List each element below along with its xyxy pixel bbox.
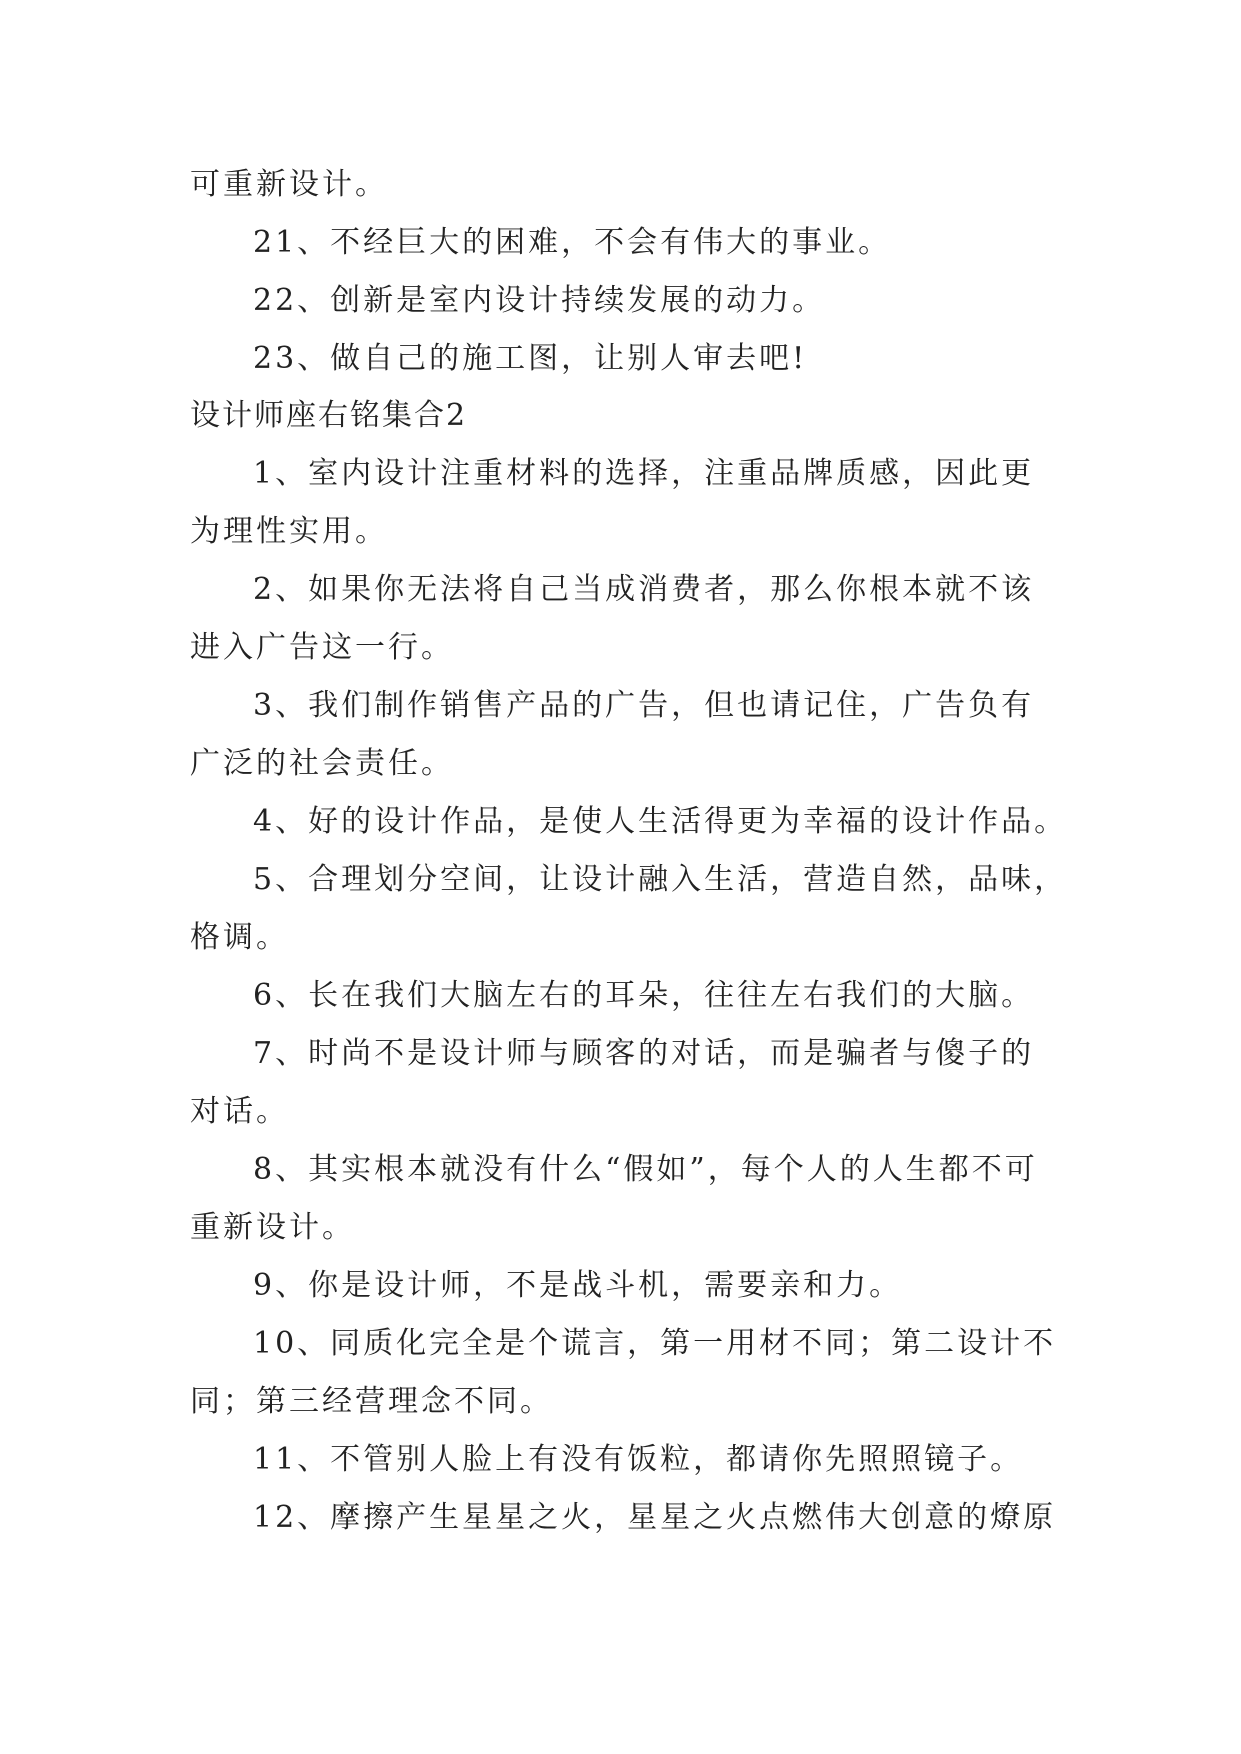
- quote-item-8: 8、其实根本就没有什么“假如”，每个人的人生都不可: [253, 1152, 1038, 1187]
- quote-item-1-cont: 为理性实用。: [190, 514, 388, 549]
- quote-item-1: 1、室内设计注重材料的选择，注重品牌质感，因此更: [253, 456, 1035, 491]
- quote-item-21: 21、不经巨大的困难，不会有伟大的事业。: [253, 225, 892, 260]
- quote-item-10-cont: 同；第三经营理念不同。: [190, 1384, 553, 1419]
- quote-item-2-cont: 进入广告这一行。: [190, 630, 454, 665]
- quote-item-10: 10、同质化完全是个谎言，第一用材不同；第二设计不: [253, 1326, 1057, 1361]
- quote-item-22: 22、创新是室内设计持续发展的动力。: [253, 283, 826, 318]
- quote-item-12: 12、摩擦产生星星之火，星星之火点燃伟大创意的燎原: [253, 1500, 1057, 1535]
- quote-item-6: 6、长在我们大脑左右的耳朵，往往左右我们的大脑。: [253, 978, 1035, 1013]
- quote-item-23: 23、做自己的施工图，让别人审去吧!: [253, 341, 808, 376]
- quote-item-5-cont: 格调。: [190, 920, 289, 955]
- quote-item-8-cont: 重新设计。: [190, 1210, 355, 1245]
- text-line-continuation: 可重新设计。: [190, 167, 388, 202]
- quote-item-9: 9、你是设计师，不是战斗机，需要亲和力。: [253, 1268, 903, 1303]
- quote-item-5: 5、合理划分空间，让设计融入生活，营造自然，品味，: [253, 862, 1068, 897]
- quote-item-4: 4、好的设计作品，是使人生活得更为幸福的设计作品。: [253, 804, 1068, 839]
- quote-item-3: 3、我们制作销售产品的广告，但也请记住，广告负有: [253, 688, 1035, 723]
- quote-item-11: 11、不管别人脸上有没有饭粒，都请你先照照镜子。: [253, 1442, 1024, 1477]
- section-heading: 设计师座右铭集合2: [190, 398, 468, 433]
- quote-item-2: 2、如果你无法将自己当成消费者，那么你根本就不该: [253, 572, 1035, 607]
- quote-item-3-cont: 广泛的社会责任。: [190, 746, 454, 781]
- quote-item-7: 7、时尚不是设计师与顾客的对话，而是骗者与傻子的: [253, 1036, 1035, 1071]
- quote-item-7-cont: 对话。: [190, 1094, 289, 1129]
